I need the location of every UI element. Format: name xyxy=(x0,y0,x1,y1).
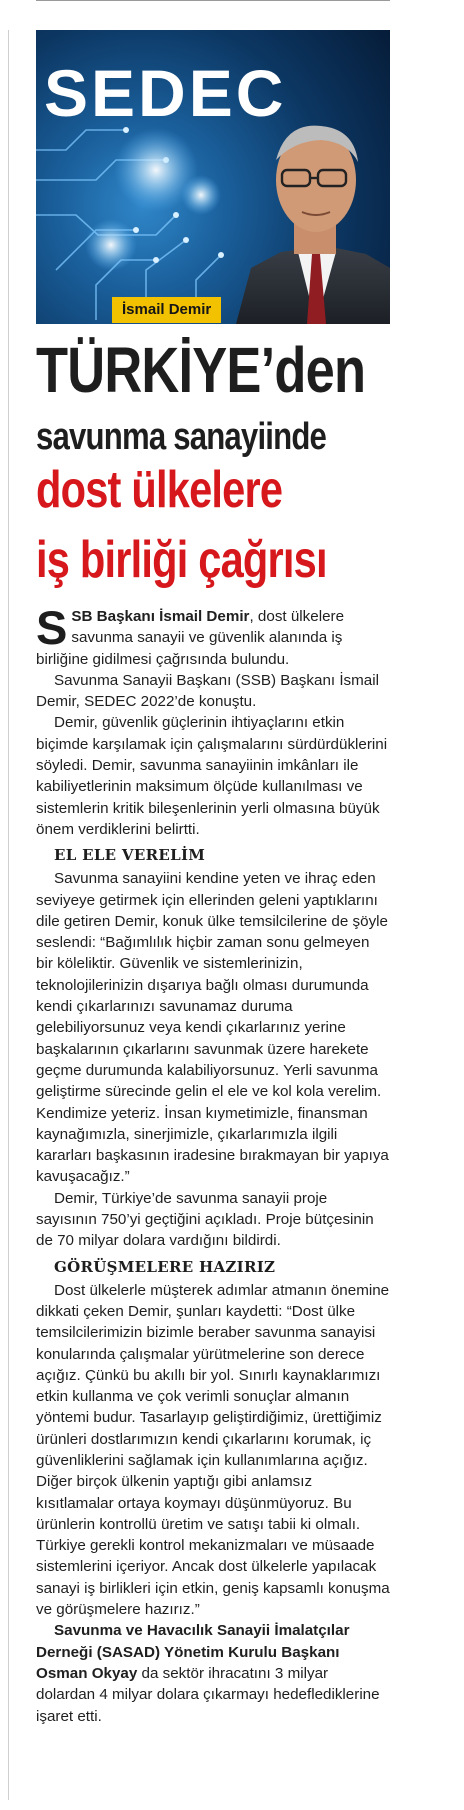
article-photo xyxy=(36,30,390,324)
final-bold-text: Savunma ve Havacılık Sanayii İmalatçılar Derneği (SASAD) Yönetim Kurulu Başkanı Osman Okyay xyxy=(36,1622,350,1682)
photo-caption: İsmail Demir xyxy=(112,297,221,323)
final-text: da sektör ihracatını 3 milyar dolardan 4 milyar dolara çıkarmayı hedeflediklerine işaret etti. xyxy=(36,1664,380,1725)
paragraph-lead xyxy=(36,601,390,670)
headline-line-1: TÜRKİYE’den xyxy=(36,334,366,406)
paragraph: Savunma Sanayii Başkanı (SSB) Başkanı İsmail Demir, SEDEC 2022’de konuştu. xyxy=(36,671,379,711)
column-rule xyxy=(8,30,9,1800)
photo-illustration xyxy=(36,30,390,324)
top-rule xyxy=(36,0,390,1)
light-glow xyxy=(181,175,221,215)
lead-bold-text: SB Başkanı İsmail Demir xyxy=(71,608,250,625)
headline-line-3: dost ülkelere xyxy=(36,461,283,519)
paragraph: Demir, Türkiye’de savunma sanayii proje sayısının 750’yi geçtiğini açıkladı. Proje bütçesinin de 70 milyar dolara vardığını bildirdi. xyxy=(36,1189,374,1250)
subheading: GÖRÜŞMELERE HAZIRIZ xyxy=(54,1257,276,1276)
paragraph: Savunma sanayiini kendine yeten ve ihraç eden seviyeye getirmek için ellerinden geleni yaptıklarını dile getiren Demir, konuk ülke temsilcilerine de şöyle seslendi: “Bağımlılık hiçbir zaman sonu gelmeyen bir köleliktir. Güvenlik ve sistemlerinizin, teknolojilerinizin dışarıya bağlı olması durumunda kendi çıkarlarınızı savunamaz duruma gelebiliyorsunuz veya kendi çıkarlarınız yerine başkalarının çıkarlarını savunmak üzere harekete geçme durumunda kalabiliyorsunuz. Yerli savunma geliştirme sürecinde gelin el ele ve kol kola verelim. Kendimize yeteriz. İnsan kıymetimizle, finansman kaynağımızla, sinerjimizle, çıkarlarımızla ilgili kararları başkasının iradesine bırakmayan bir yapıya kavuşacağız.” xyxy=(36,870,389,1186)
paragraph: Dost ülkelerle müşterek adımlar atmanın önemine dikkati çeken Demir, şunları kaydetti: “Dost ülke temsilcilerimizin bizimle beraber savunma sanayisi konularında çalışmalar yürütmelerine son derece açığız. Çünkü bu akıllı bir yol. Sınırlı kaynaklarımızı etkin kullanma ve çok verimli sonuçlar almanın yöntemi budur. Tasarlayıp geliştirdiğimiz, ürettiğimiz ürünleri dostlarımızın kendi çıkarlarını korumak, iç güvenliklerini sağlamak için kullanımlarına açığız. Diğer birçok ülkenin yaptığı gibi anlamsız kısıtlamalar ortaya koymayı düşünmüyoruz. Bu ürünlerin kontrollü üretim ve satışı tabii ki olmalı. Türkiye gerekli kontrol mekanizmaları ve müsaade sistemlerini içeriyor. Ancak dost ülkelerle yapılacak sanayi iş birlikleri için etkin, geniş kapsamlı konuşma ve görüşmelere hazırız.” xyxy=(36,1281,390,1619)
lead-text: , dost ülkelere savunma sanayii ve güvenlik alanında iş birliğine gidilmesi çağrısında bulundu. xyxy=(36,608,345,668)
light-glow xyxy=(85,219,137,271)
paragraph-final xyxy=(36,1620,390,1726)
article-body xyxy=(36,601,390,1727)
subheading: EL ELE VERELİM xyxy=(54,846,206,865)
headline-line-2: savunma sanayiinde xyxy=(36,416,327,458)
portrait-figure xyxy=(236,126,390,324)
sedec-logo: SEDEC xyxy=(44,56,287,130)
headline-line-4: iş birliği çağrısı xyxy=(36,531,327,589)
drop-cap: S xyxy=(36,601,68,654)
paragraph: Demir, güvenlik güçlerinin ihtiyaçlarını etkin biçimde karşılamak için çalışmalarını sürdürdüklerini söyledi. Demir, savunma sanayiinin imkânları ile kabiliyetlerinin maksimum ölçüde kullanılması ve sistemlerin kritik bileşenlerinin yerli olmasına büyük önem verdiklerini belirtti. xyxy=(36,714,388,838)
